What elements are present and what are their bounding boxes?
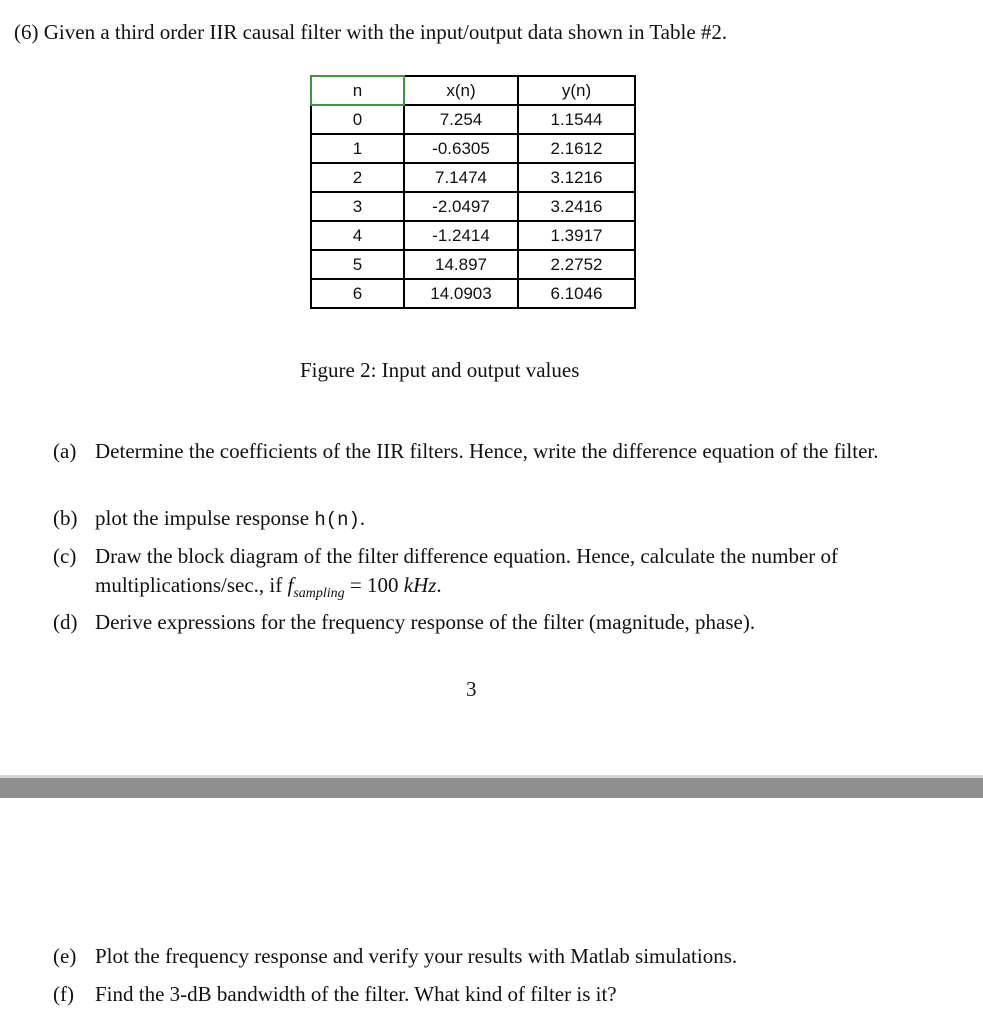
cell-n: 1 (311, 134, 404, 163)
cell-x: -1.2414 (404, 221, 518, 250)
question-number: (6) (14, 20, 39, 44)
part-b-text (95, 504, 940, 535)
part-b-text-post: . (359, 506, 366, 530)
part-d-text: Derive expressions for the frequency response of the filter (magnitude, phase). (95, 610, 756, 634)
table-row (311, 163, 635, 192)
part-c-end: . (436, 573, 442, 597)
part-c-unit: kHz (403, 573, 437, 597)
cell-n: 0 (311, 105, 404, 134)
part-a (53, 437, 940, 466)
cell-y: 6.1046 (518, 279, 635, 308)
page-number: 3 (466, 677, 477, 701)
table-header-row (311, 76, 635, 105)
cell-x: -2.0497 (404, 192, 518, 221)
part-f-text: Find the 3-dB bandwidth of the filter. What kind of filter is it? (95, 982, 617, 1006)
part-f-label: (f) (53, 982, 74, 1006)
cell-y: 1.3917 (518, 221, 635, 250)
part-b (53, 504, 940, 535)
figure-caption: Figure 2: Input and output values (300, 358, 580, 382)
part-b-label: (b) (53, 506, 78, 530)
cell-n: 3 (311, 192, 404, 221)
part-c-label: (c) (53, 544, 77, 568)
header-y: y(n) (518, 76, 635, 105)
io-data-table (310, 75, 636, 309)
part-a-label: (a) (53, 439, 77, 463)
part-b-text-pre: plot the impulse response (95, 506, 315, 530)
table-row (311, 105, 635, 134)
cell-n: 2 (311, 163, 404, 192)
cell-x: 7.254 (404, 105, 518, 134)
part-c (53, 542, 940, 608)
question-header (14, 20, 727, 45)
part-c-sub: sampling (293, 586, 345, 602)
cell-y: 2.2752 (518, 250, 635, 279)
part-e-label: (e) (53, 944, 77, 968)
table-row (311, 279, 635, 308)
part-c-text (95, 542, 940, 608)
cell-y: 1.1544 (518, 105, 635, 134)
cell-x: 14.0903 (404, 279, 518, 308)
cell-n: 4 (311, 221, 404, 250)
table-row (311, 134, 635, 163)
cell-y: 2.1612 (518, 134, 635, 163)
part-e-text: Plot the frequency response and verify your results with Matlab simulations. (95, 944, 738, 968)
table-row (311, 192, 635, 221)
part-b-code: h(n) (314, 509, 360, 531)
cell-y: 3.2416 (518, 192, 635, 221)
header-n: n (311, 76, 404, 105)
table-row (311, 250, 635, 279)
page-divider (0, 778, 983, 798)
part-f (53, 980, 940, 1009)
cell-n: 5 (311, 250, 404, 279)
question-text: Given a third order IIR causal filter with the input/output data shown in Table #2. (43, 20, 728, 44)
cell-x: 7.1474 (404, 163, 518, 192)
part-e (53, 942, 940, 971)
cell-x: 14.897 (404, 250, 518, 279)
part-c-var: f (287, 573, 294, 597)
part-d (53, 608, 940, 637)
part-c-text-pre: Draw the block diagram of the filter difference equation. Hence, calculate the number of multiplications/sec., if (95, 544, 839, 597)
part-d-label: (d) (53, 610, 78, 634)
table-row (311, 221, 635, 250)
cell-n: 6 (311, 279, 404, 308)
cell-y: 3.1216 (518, 163, 635, 192)
part-c-eq: = 100 (344, 573, 404, 597)
cell-x: -0.6305 (404, 134, 518, 163)
header-x: x(n) (404, 76, 518, 105)
part-a-text: Determine the coefficients of the IIR filters. Hence, write the difference equation of the filter. (95, 439, 879, 463)
